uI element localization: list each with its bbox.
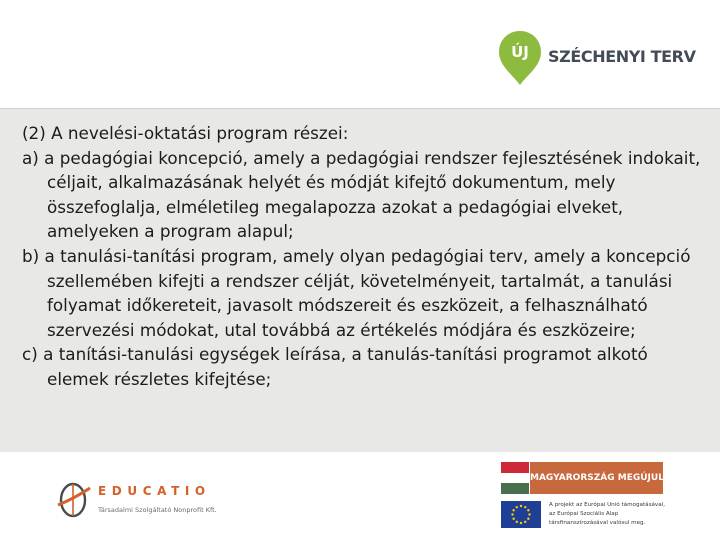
eu-flag-icon [501,501,541,528]
content-band [0,108,720,452]
flag-stripe-white [501,473,529,484]
pin-label: ÚJ [511,43,529,61]
szechenyi-terv-logo [498,30,698,86]
educatio-logo [54,478,234,524]
section-heading: (2) A nevelési-oktatási program részei: [22,123,349,143]
magyarorszag-megujul-logo [501,462,663,494]
document-body [22,121,702,392]
eu-star-icon [512,509,514,511]
educatio-subtitle: Társadalmi Szolgáltató Nonprofit Kft. [98,506,217,514]
eu-star-icon [527,509,529,511]
eu-text-line: az Európai Szociális Alap [549,511,619,517]
eu-star-icon [524,521,526,523]
brand-name: SZÉCHENYI TERV [548,47,696,66]
eu-funding-notice [501,501,701,531]
eu-funding-text [549,501,665,528]
eu-star-icon [527,518,529,520]
eu-star-icon [511,513,513,515]
eu-star-icon [516,506,518,508]
flag-stripe-red [501,462,529,473]
eu-text-line: A projekt az Európai Unió támogatásával, [549,502,665,508]
eu-star-icon [520,522,522,524]
list-item-b: b) a tanulási-tanítási program, amely olyan pedagógiai terv, amely a koncepció szellemében kifejti a rendszer célját, követelményeit, tartalmát, a tanulási folyamat időkereteit, javasolt módszereit és eszközeit, a felhasználható szervezési módokat, utal továbbá az értékelés módjára és eszközeire; [22,245,691,340]
list-item-a: a) a pedagógiai koncepció, amely a pedagógiai rendszer fejlesztésének indokait, céljait, alkalmazásának helyét és módját kifejtő dokumentum, mely összefoglalja, elméletileg megalapozza azokat a pedagógiai elveket, amelyeken a program alapul; [22,147,701,242]
mm-banner-text: MAGYARORSZÁG MEGÚJUL [530,462,663,494]
flag-stripe-green [501,483,529,494]
list-item-c: c) a tanítási-tanulási egységek leírása, a tanulás-tanítási programot alkotó elemek részletes kifejtése; [22,344,648,389]
eu-star-icon [512,518,514,520]
eu-star-icon [524,506,526,508]
eu-text-line: társfinanszírozásával valósul meg. [549,520,646,526]
eu-star-icon [528,513,530,515]
educatio-emblem-icon [54,478,94,522]
eu-star-icon [520,505,522,507]
eu-star-icon [516,521,518,523]
hungarian-flag-icon [501,462,529,494]
educatio-wordmark: EDUCATIO [98,484,211,498]
